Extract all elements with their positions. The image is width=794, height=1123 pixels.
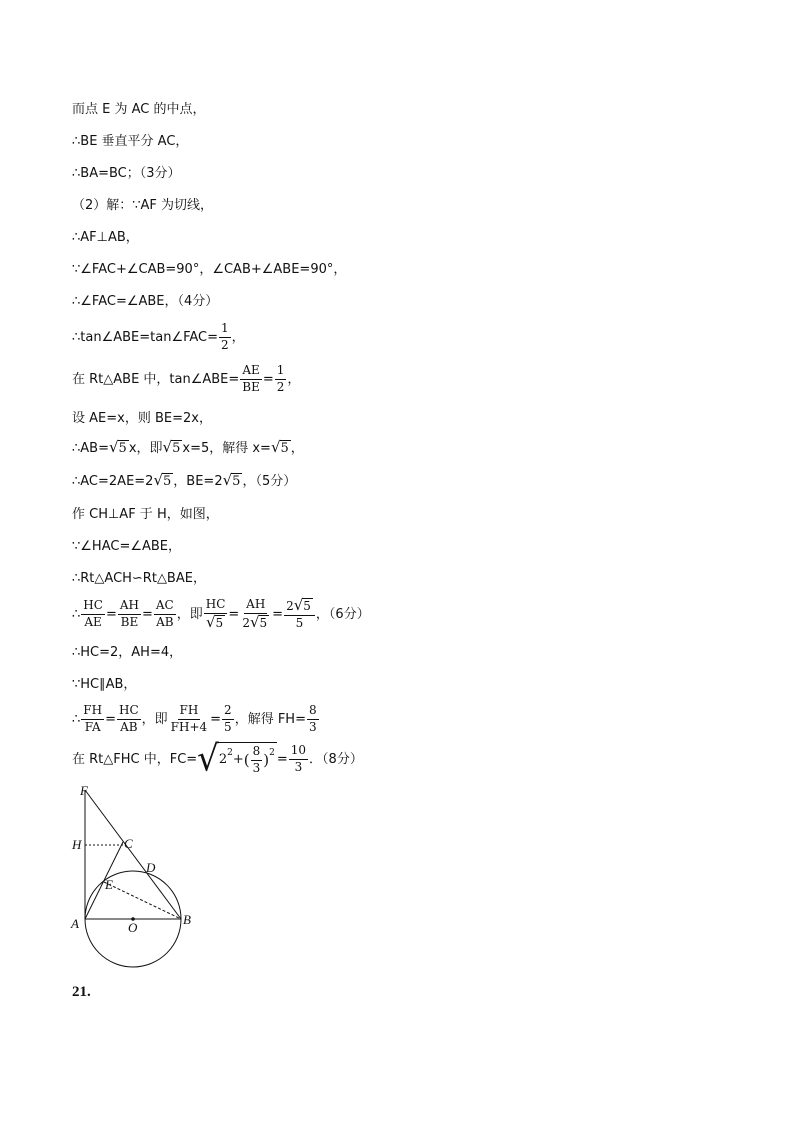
text-line-9 xyxy=(72,364,300,395)
numerator: 1 xyxy=(275,364,287,380)
paren: ) xyxy=(263,751,270,770)
denominator: AB xyxy=(120,719,138,734)
text-seg: ， xyxy=(231,329,245,345)
text-seg: = xyxy=(262,371,274,387)
radicand: 5 xyxy=(163,474,172,489)
text-seg: ．（8分） xyxy=(309,751,363,767)
text-seg: ，即 xyxy=(176,606,203,622)
denominator: 3 xyxy=(252,761,261,775)
text-seg: ∴ xyxy=(72,606,81,622)
numerator: 10 xyxy=(289,744,308,760)
text-line-15: ∴Rt△ACH∽Rt△BAE， xyxy=(72,571,206,586)
radicand: 5 xyxy=(215,615,224,630)
text-seg: ，BE=2 xyxy=(173,473,223,489)
text-seg: ， xyxy=(287,371,301,387)
fraction-ten-thirds xyxy=(289,744,308,775)
text-seg: ，（5分） xyxy=(242,473,297,489)
sqrt-5 xyxy=(271,440,291,456)
text-line-7: ∴∠FAC=∠ABE，（4分） xyxy=(72,294,219,309)
fraction-ac-ab xyxy=(154,599,176,630)
paren: ( xyxy=(243,751,250,770)
fraction-eight-thirds xyxy=(251,745,263,776)
text-line-17: ∴HC=2，AH=4， xyxy=(72,645,183,660)
text-line-4: （2）解：∵AF 为切线， xyxy=(72,198,214,213)
radical-sign: √ xyxy=(249,612,260,631)
denominator xyxy=(204,614,227,631)
numerator: AE xyxy=(240,364,261,380)
denominator: 2 xyxy=(276,379,285,394)
numerator: AH xyxy=(118,599,141,615)
text-seg: ，解得 FH= xyxy=(234,711,306,727)
text-line-16 xyxy=(72,598,370,631)
text-seg: ∴AB= xyxy=(72,440,109,456)
text-seg: = xyxy=(105,606,117,622)
fraction-one-half xyxy=(219,322,231,353)
exponent: 2 xyxy=(227,747,233,758)
text-seg: = xyxy=(210,711,222,727)
radical-sign: √ xyxy=(197,738,219,780)
plus-sign: + xyxy=(232,752,244,768)
radicand: 5 xyxy=(232,474,241,489)
text-seg: = xyxy=(141,606,153,622)
text-line-11 xyxy=(72,440,304,456)
text-seg: = xyxy=(276,751,288,767)
text-line-1: 而点 E 为 AC 的中点， xyxy=(72,102,206,117)
radicand: 5 xyxy=(172,441,181,456)
label-c: C xyxy=(124,836,133,851)
text-seg: = xyxy=(228,606,240,622)
fraction-one-half xyxy=(275,364,287,395)
numerator: 8 xyxy=(307,704,319,720)
base: 2 xyxy=(218,752,228,768)
text-seg: x=5，解得 x= xyxy=(182,440,271,456)
text-seg: = xyxy=(272,606,284,622)
coefficient: 2 xyxy=(286,599,294,613)
numerator: 1 xyxy=(219,322,231,338)
sqrt-5 xyxy=(223,473,243,489)
text-seg: ， xyxy=(290,440,304,456)
fraction-eight-thirds xyxy=(307,704,319,735)
sqrt-5 xyxy=(153,473,173,489)
label-f: F xyxy=(80,783,88,798)
numerator: HC xyxy=(117,704,141,720)
text-seg: = xyxy=(105,711,116,727)
radicand: 5 xyxy=(303,599,311,613)
denominator: 5 xyxy=(224,719,232,734)
text-seg: ∴tan∠ABE=tan∠FAC= xyxy=(72,329,219,345)
text-seg: 在 Rt△FHC 中，FC= xyxy=(72,751,198,767)
coefficient: 2 xyxy=(242,615,250,630)
text-line-19 xyxy=(72,704,320,735)
text-line-18: ∵HC∥AB， xyxy=(72,677,137,692)
radicand xyxy=(218,742,277,776)
sqrt-5 xyxy=(163,440,183,456)
text-line-8 xyxy=(72,322,245,353)
text-seg: 在 Rt△ABE 中，tan∠ABE= xyxy=(72,371,240,387)
denominator: AB xyxy=(156,614,174,629)
fraction-2root5-5 xyxy=(284,598,315,631)
numerator: 2 xyxy=(222,704,234,720)
numerator xyxy=(284,598,315,616)
radical-sign: √ xyxy=(205,612,216,631)
numerator: FH xyxy=(81,704,104,720)
fraction-fh-fa xyxy=(81,704,104,735)
geometry-figure xyxy=(60,778,220,978)
fraction-ah-be xyxy=(118,599,141,630)
denominator: 3 xyxy=(294,759,303,774)
text-seg: ，（6分） xyxy=(315,606,370,622)
exponent: 2 xyxy=(269,747,275,758)
text-line-13: 作 CH⊥AF 于 H，如图， xyxy=(72,507,219,522)
denominator xyxy=(240,614,271,631)
denominator: BE xyxy=(120,614,139,629)
fraction-ae-be xyxy=(240,364,262,395)
fraction-hc-ae xyxy=(81,599,105,630)
fraction-two-fifths xyxy=(222,704,234,735)
text-seg: ∴ xyxy=(72,711,81,727)
denominator: FA xyxy=(84,719,101,734)
text-line-14: ∵∠HAC=∠ABE， xyxy=(72,539,182,554)
fraction-hc-root5 xyxy=(204,598,228,631)
segment-ac xyxy=(85,842,123,919)
text-line-6: ∵∠FAC+∠CAB=90°，∠CAB+∠ABE=90°， xyxy=(72,262,347,277)
radical-sign: √ xyxy=(153,471,164,489)
denominator: BE xyxy=(242,379,260,394)
radical-sign: √ xyxy=(270,438,281,456)
text-seg: ，即 xyxy=(141,711,168,727)
numerator: AC xyxy=(154,599,176,615)
text-seg: ∴AC=2AE=2 xyxy=(72,473,154,489)
segment-fb xyxy=(85,790,181,919)
label-d: D xyxy=(146,860,156,875)
label-h: H xyxy=(72,837,82,852)
numerator: AH xyxy=(244,598,267,614)
sqrt-5 xyxy=(109,440,129,456)
denominator: 3 xyxy=(308,719,317,734)
label-a: A xyxy=(71,916,79,931)
radical-sign: √ xyxy=(108,438,119,456)
label-o: O xyxy=(128,920,138,935)
radical-sign: √ xyxy=(162,438,173,456)
radicand: 5 xyxy=(118,441,127,456)
numerator: HC xyxy=(81,599,105,615)
numerator: 8 xyxy=(251,745,263,761)
denominator: AE xyxy=(84,614,102,629)
denominator: 2 xyxy=(221,337,229,352)
radicand: 5 xyxy=(280,441,289,456)
sqrt-expression xyxy=(197,738,277,780)
text-line-20 xyxy=(72,738,363,780)
label-e: E xyxy=(105,877,113,892)
denominator: FH+4 xyxy=(170,719,208,734)
text-line-10: 设 AE=x，则 BE=2x， xyxy=(72,411,212,426)
fraction-hc-ab xyxy=(117,704,141,735)
fraction-fh-fh4 xyxy=(169,704,209,735)
question-number-21: 21. xyxy=(72,984,91,1000)
text-seg: x，即 xyxy=(128,440,163,456)
label-b: B xyxy=(183,912,191,927)
numerator: HC xyxy=(204,598,228,614)
fraction-ah-2root5 xyxy=(240,598,271,631)
text-line-12 xyxy=(72,473,296,489)
denominator: 5 xyxy=(295,615,304,630)
radical-sign: √ xyxy=(293,596,304,614)
numerator: FH xyxy=(178,704,201,720)
radical-sign: √ xyxy=(222,471,233,489)
text-line-5: ∴AF⊥AB， xyxy=(72,230,139,245)
text-line-3: ∴BA=BC；（3分） xyxy=(72,166,181,181)
text-line-2: ∴BE 垂直平分 AC， xyxy=(72,134,189,149)
radicand: 5 xyxy=(259,615,268,630)
